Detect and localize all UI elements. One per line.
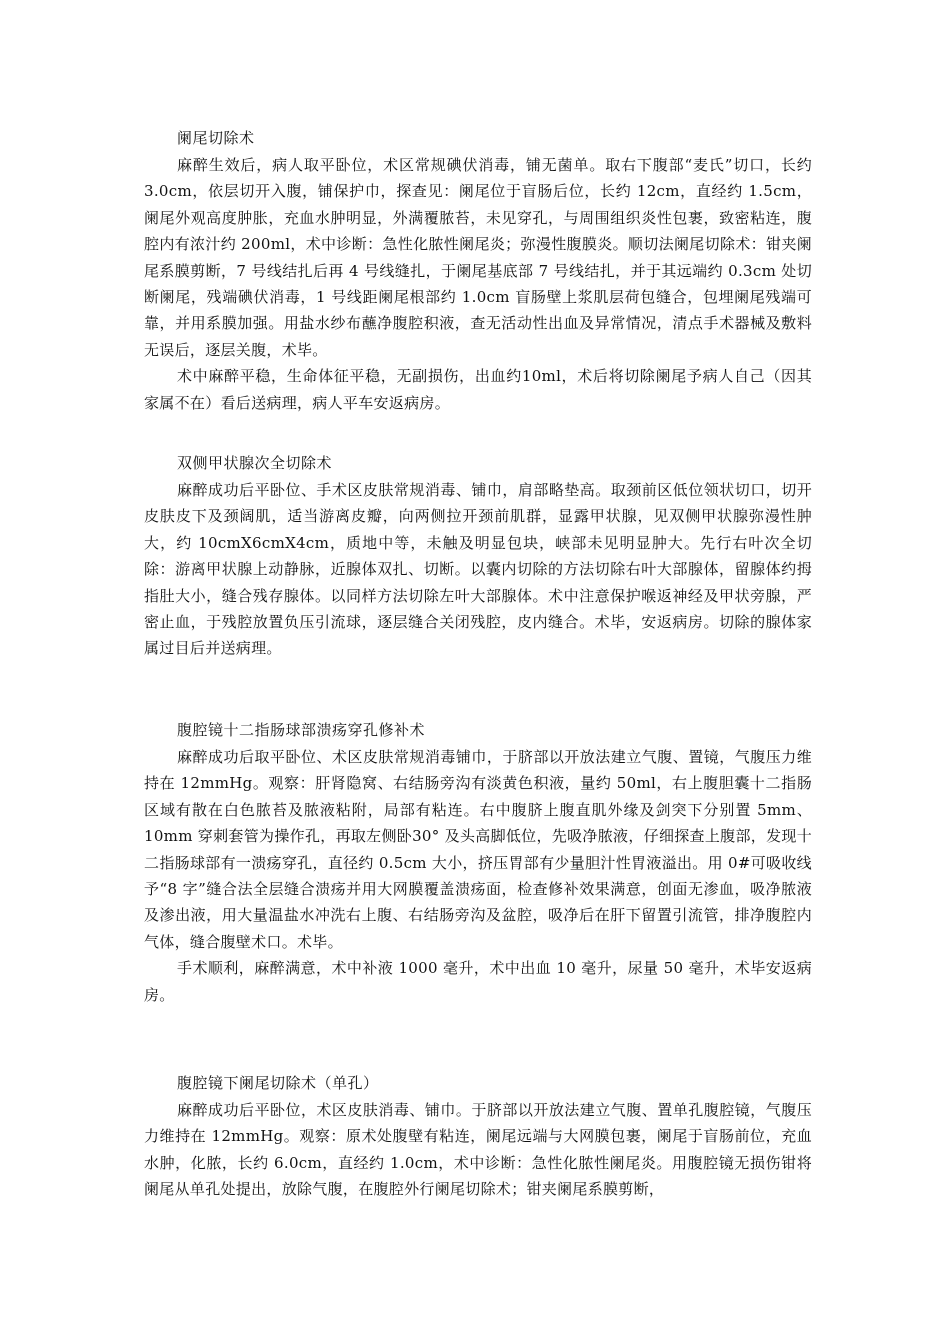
section-title: 腹腔镜下阑尾切除术（单孔） <box>177 1074 379 1092</box>
section-paragraph: 麻醉成功后平卧位，术区皮肤消毒、铺巾。于脐部以开放法建立气腹、置单孔腹腔镜，气腹压力维持在 12mmHg。观察：原术处腹壁有粘连，阑尾远端与大网膜包裹，阑尾于盲肠前位，充血水肿，化脓，长约 6.0cm，直经约 1.0cm，术中诊断：急性化脓性阑尾炎。用腹腔镜无损伤钳将阑尾从单孔处提出，放除气腹，在腹腔外行阑尾切除术；钳夹阑尾系膜剪断， <box>144 1101 812 1199</box>
section-paragraph: 麻醉成功后平卧位、手术区皮肤常规消毒、铺巾，肩部略垫高。取颈前区低位领状切口，切开皮肤皮下及颈阔肌，适当游离皮瓣，向两侧拉开颈前肌群，显露甲状腺，见双侧甲状腺弥漫性肿大，约 10cmX6cmX4cm，质地中等，未触及明显包块，峡部未见明显肿大。先行右叶次全切除：游离甲状腺上动静脉，近腺体双扎、切断。以囊内切除的方法切除右叶大部腺体，留腺体约拇指肚大小，缝合残存腺体。以同样方法切除左叶大部腺体。术中注意保护喉返神经及甲状旁腺，严密止血，于残腔放置负压引流球，逐层缝合关闭残腔，皮内缝合。术毕，安返病房。切除的腺体家属过目后并送病理。 <box>144 481 812 658</box>
section-laparoscopic-ulcer-repair <box>144 720 812 1008</box>
section-laparoscopic-appendectomy <box>144 1073 812 1203</box>
section-title: 腹腔镜十二指肠球部溃疡穿孔修补术 <box>177 721 426 739</box>
section-paragraph: 手术顺利，麻醉满意，术中补液 1000 毫升，术中出血 10 毫升，尿量 50 毫升，术毕安返病房。 <box>144 959 812 1004</box>
section-title: 双侧甲状腺次全切除术 <box>177 454 333 472</box>
section-title: 阑尾切除术 <box>177 129 255 147</box>
section-paragraph: 麻醉生效后，病人取平卧位，术区常规碘伏消毒，铺无菌单。取右下腹部“麦氏”切口，长约 3.0cm，依层切开入腹，铺保护巾，探查见：阑尾位于盲肠后位，长约 12cm，直经约 1.5cm，阑尾外观高度肿胀，充血水肿明显，外满覆脓苔，未见穿孔，与周围组织炎性包裹，致密粘连，腹腔内有浓汁约 200ml，术中诊断：急性化脓性阑尾炎；弥漫性腹膜炎。顺切法阑尾切除术：钳夹阑尾系膜剪断，7 号线结扎后再 4 号线缝扎，于阑尾基底部 7 号线结扎，并于其远端约 0.3cm 处切断阑尾，残端碘伏消毒，1 号线距阑尾根部约 1.0cm 盲肠壁上浆肌层荷包缝合，包埋阑尾残端可靠，并用系膜加强。用盐水纱布蘸净腹腔积液，查无活动性出血及异常情况，清点手术器械及敷料无误后，逐层关腹，术毕。 <box>144 156 812 359</box>
section-paragraph: 术中麻醉平稳，生命体征平稳，无副损伤，出血约10ml，术后将切除阑尾予病人自己（因其家属不在）看后送病理，病人平车安返病房。 <box>144 367 812 412</box>
section-appendectomy <box>144 128 812 416</box>
section-thyroidectomy <box>144 453 812 662</box>
section-paragraph: 麻醉成功后取平卧位、术区皮肤常规消毒铺巾，于脐部以开放法建立气腹、置镜，气腹压力维持在 12mmHg。观察：肝肾隐窝、右结肠旁沟有淡黄色积液，量约 50ml，右上腹胆囊十二指肠区域有散在白色脓苔及脓液粘附，局部有粘连。右中腹脐上腹直肌外缘及剑突下分别置 5mm、10mm 穿刺套管为操作孔，再取左侧卧30° 及头高脚低位，先吸净脓液，仔细探查上腹部，发现十二指肠球部有一溃疡穿孔，直径约 0.5cm 大小，挤压胃部有少量胆汁性胃液溢出。用 0#可吸收线予“8 字”缝合法全层缝合溃疡并用大网膜覆盖溃疡面，检查修补效果满意，创面无渗血，吸净脓液及渗出液，用大量温盐水冲洗右上腹、右结肠旁沟及盆腔，吸净后在肝下留置引流管，排净腹腔内气体，缝合腹壁术口。术毕。 <box>144 748 812 951</box>
